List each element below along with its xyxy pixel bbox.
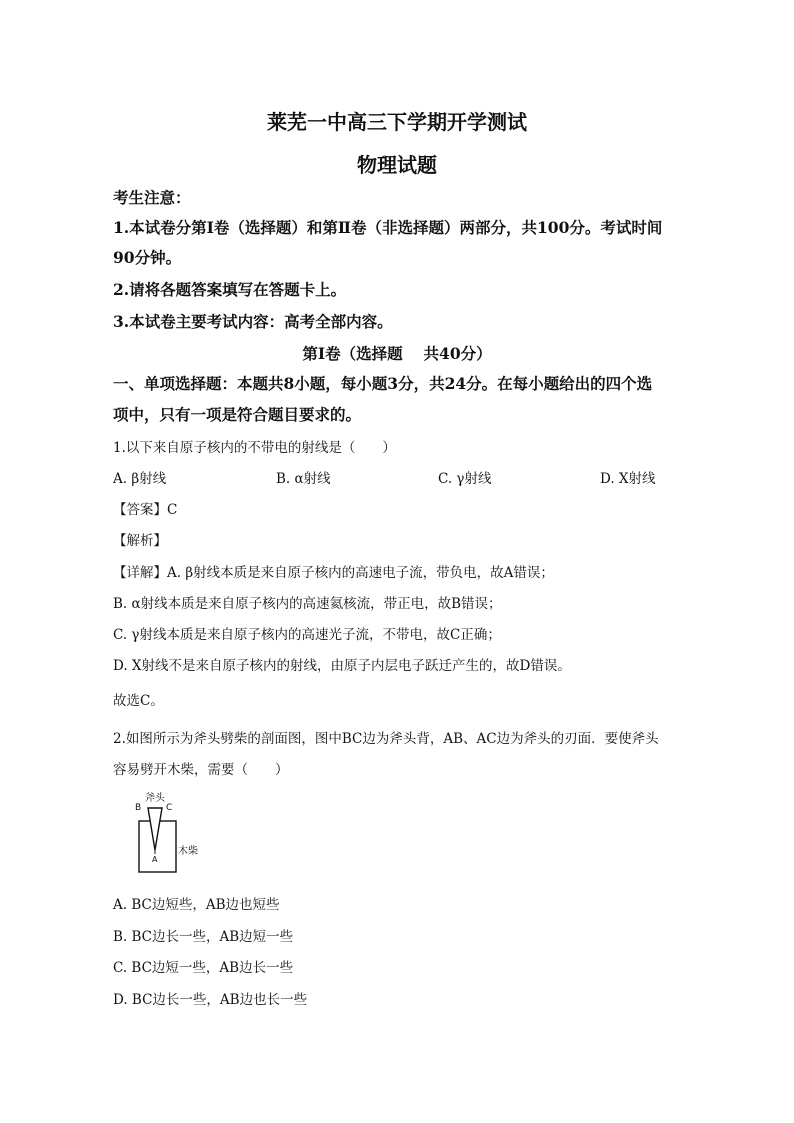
notice-item-1: 1.本试卷分第Ⅰ卷（选择题）和第Ⅱ卷（非选择题）两部分，共100分。考试时间: [113, 218, 663, 237]
notice-heading: 考生注意：: [113, 188, 191, 207]
q2-option-b: B. BC边长一些，AB边短一些: [113, 929, 294, 945]
notice-item-2: 2.请将各题答案填写在答题卡上。: [113, 280, 347, 299]
point-b-label: B: [135, 803, 142, 813]
q1-conclusion: 故选C。: [113, 693, 164, 709]
section-instruction: 一、单项选择题：本题共8小题，每小题3分，共24分。在每小题给出的四个选: [113, 374, 653, 393]
q1-option-a: A. β射线: [113, 471, 167, 487]
q1-detail-line-2: B. α射线本质是来自原子核内的高速氦核流，带正电，故B错误；: [113, 596, 502, 612]
notice-item-3: 3.本试卷主要考试内容：高考全部内容。: [113, 312, 393, 331]
q2-stem: 2.如图所示为斧头劈柴的剖面图，图中BC边为斧头背，AB、AC边为斧头的刃面．要使斧头: [113, 731, 659, 747]
q1-detail-line-3: C. γ射线本质是来自原子核内的高速光子流，不带电，故C正确；: [113, 627, 501, 643]
q1-stem: 1.以下来自原子核内的不带电的射线是（ ）: [113, 440, 396, 456]
axe-label: 斧头: [145, 793, 165, 804]
q1-detail-line-1: 【详解】A. β射线本质是来自原子核内的高速电子流，带负电，故A错误；: [113, 565, 554, 581]
q1-detail-line-4: D. X射线不是来自原子核内的射线，由原子内层电子跃迁产生的，故D错误。: [113, 658, 571, 674]
page-subtitle: 物理试题: [357, 153, 437, 177]
q2-option-d: D. BC边长一些，AB边也长一些: [113, 992, 308, 1008]
q2-option-c: C. BC边短一些，AB边长一些: [113, 960, 294, 976]
q2-option-a: A. BC边短些，AB边也短些: [113, 897, 280, 913]
section-instruction-cont: 项中，只有一项是符合题目要求的。: [113, 405, 362, 424]
q1-analysis-label: 【解析】: [113, 533, 167, 549]
notice-item-1-cont: 90分钟。: [113, 248, 182, 267]
wood-label: 木柴: [178, 846, 198, 857]
q1-option-c: C. γ射线: [438, 471, 492, 487]
q1-option-d: D. X射线: [600, 471, 656, 487]
point-c-label: C: [166, 803, 173, 813]
page-title: 莱芜一中高三下学期开学测试: [267, 110, 527, 134]
q2-stem-cont: 容易劈开木柴，需要（ ）: [113, 762, 289, 778]
point-a-label: A: [152, 855, 158, 864]
q1-answer: 【答案】C: [113, 502, 178, 518]
axe-wood-figure: [126, 788, 208, 878]
q1-option-b: B. α射线: [276, 471, 331, 487]
section-title: 第Ⅰ卷（选择题 共40分）: [302, 344, 492, 363]
